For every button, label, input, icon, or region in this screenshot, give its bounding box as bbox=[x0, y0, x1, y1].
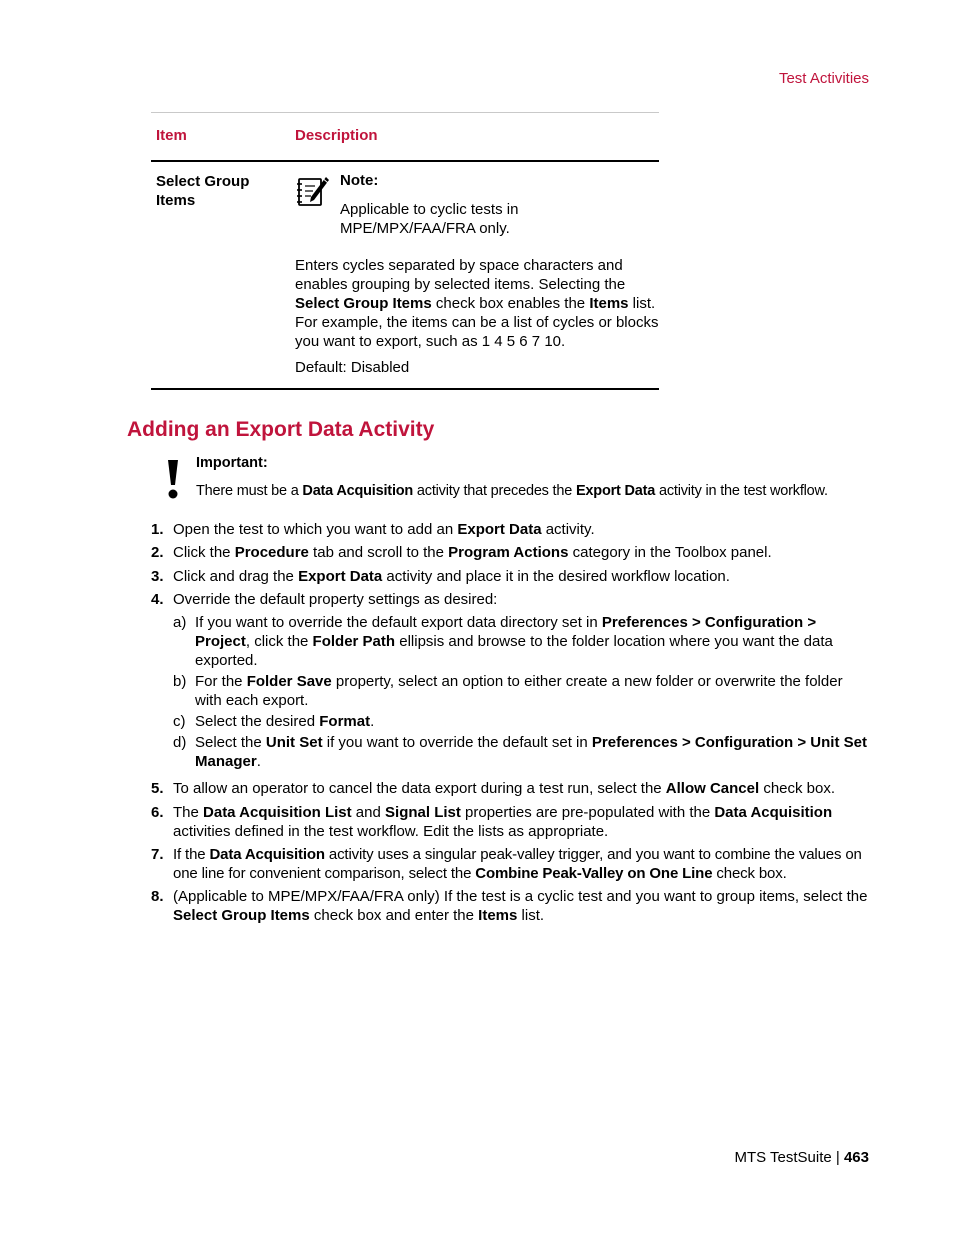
page-footer bbox=[734, 1149, 869, 1166]
note-text: Applicable to cyclic tests in MPE/MPX/FAA/FRA only. bbox=[340, 201, 519, 237]
step-text: Open the test to which you want to add an Export Data activity. bbox=[173, 521, 595, 538]
step-text: Click and drag the Export Data activity and place it in the desired workflow location. bbox=[173, 568, 730, 585]
step-number: 5. bbox=[151, 780, 164, 797]
product-name: MTS TestSuite bbox=[734, 1149, 832, 1166]
step-number: 2. bbox=[151, 544, 164, 561]
col-header-description: Description bbox=[295, 127, 378, 144]
step-text: To allow an operator to cancel the data export during a test run, select the Allow Cancel check box. bbox=[173, 780, 836, 797]
step-number: 3. bbox=[151, 568, 164, 585]
exclamation-icon bbox=[165, 458, 181, 500]
property-table bbox=[151, 112, 659, 390]
substep-text: Select the desired Format. bbox=[195, 713, 375, 730]
substep-letter: b) bbox=[173, 673, 187, 690]
substep-letter: d) bbox=[173, 734, 187, 751]
footer-separator: | bbox=[831, 1149, 844, 1166]
substep-text: Select the Unit Set if you want to override the default set in Preferences > Configuration > Unit Set Manager. bbox=[195, 734, 867, 770]
step-number: 4. bbox=[151, 591, 164, 608]
item-description: Enters cycles separated by space characters and enables grouping by selected items. Selecting the Select Group Items check box enables the Items list. For example, the items can be a list of cycles or blocks you want to export, such as 1 4 5 6 7 10. bbox=[295, 257, 659, 350]
step-text: Override the default property settings as desired: bbox=[173, 591, 498, 608]
step-text: Click the Procedure tab and scroll to the Program Actions category in the Toolbox panel. bbox=[173, 544, 772, 561]
item-name: Select Group Items bbox=[156, 173, 250, 209]
col-header-item: Item bbox=[156, 127, 187, 144]
step-text: If the Data Acquisition activity uses a singular peak-valley trigger, and you want to combine the values on one line for convenient comparison, select the Combine Peak-Valley on One Line check box. bbox=[173, 846, 862, 882]
default-value: Default: Disabled bbox=[295, 359, 410, 376]
running-header: Test Activities bbox=[778, 70, 869, 87]
step-text: (Applicable to MPE/MPX/FAA/FRA only) If the test is a cyclic test and you want to group items, select the Select Group Items check box and enter the Items list. bbox=[173, 888, 868, 924]
substep-letter: c) bbox=[173, 713, 186, 730]
important-title: Important: bbox=[196, 455, 268, 471]
note-title: Note: bbox=[340, 172, 379, 189]
important-text: There must be a Data Acquisition activity that precedes the Export Data activity in the test workflow. bbox=[196, 483, 828, 499]
table-header-row bbox=[151, 113, 659, 162]
table-row bbox=[151, 162, 659, 390]
substep-letter: a) bbox=[173, 614, 187, 631]
step-number: 1. bbox=[151, 521, 164, 538]
note-icon bbox=[295, 174, 331, 210]
substep-text: If you want to override the default export data directory set in Preferences > Configuration > Project, click the Folder Path ellipsis and browse to the folder location where you want the data exported. bbox=[195, 614, 833, 669]
step-number: 6. bbox=[151, 804, 164, 821]
step-text: The Data Acquisition List and Signal List properties are pre-populated with the Data Acquisition activities defined in the test workflow. Edit the lists as appropriate. bbox=[173, 804, 833, 840]
substep-text: For the Folder Save property, select an option to either create a new folder or overwrite the folder with each export. bbox=[195, 673, 843, 709]
section-heading: Adding an Export Data Activity bbox=[127, 418, 435, 441]
step-number: 7. bbox=[151, 846, 164, 863]
page-number: 463 bbox=[843, 1149, 869, 1166]
step-number: 8. bbox=[151, 888, 164, 905]
